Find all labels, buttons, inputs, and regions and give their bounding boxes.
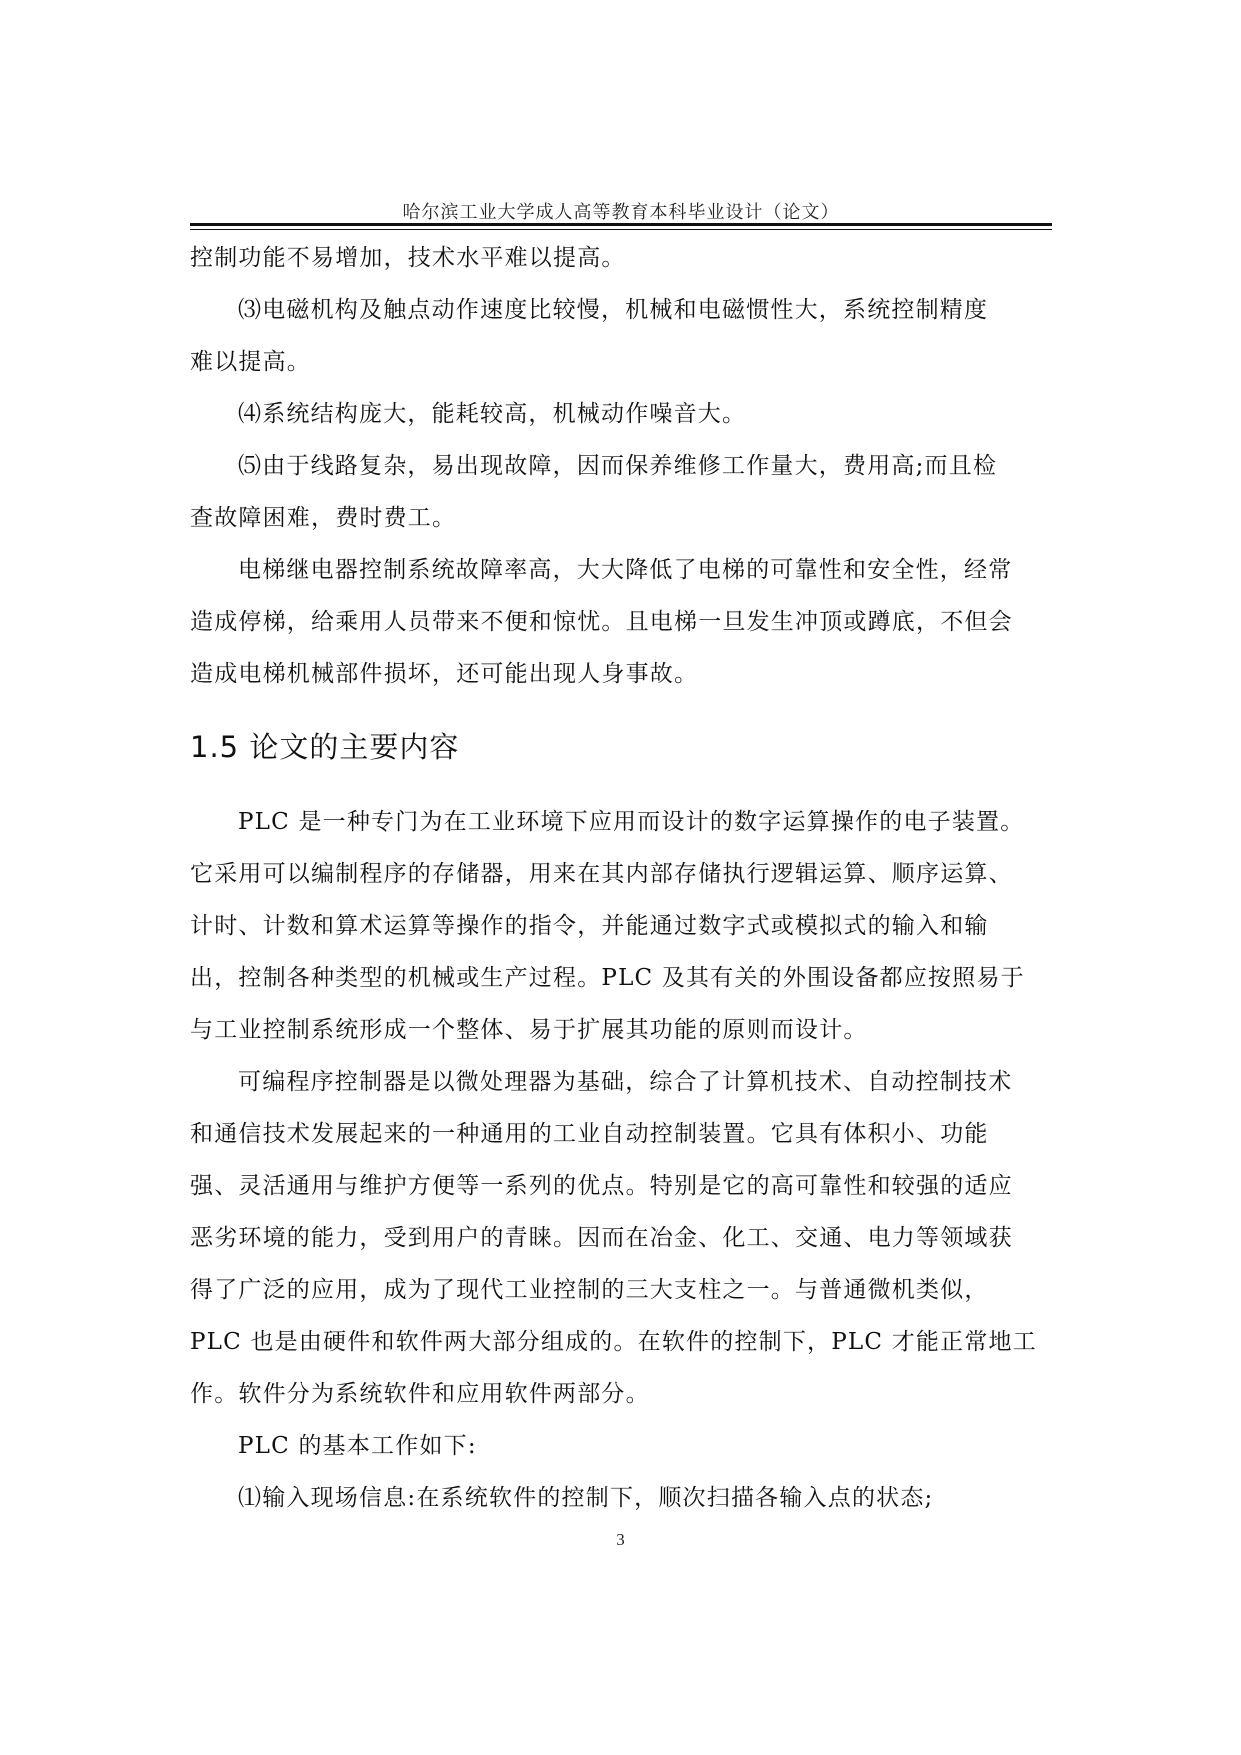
text-line: 电梯继电器控制系统故障率高，大大降低了电梯的可靠性和安全性，经常: [238, 557, 1013, 583]
text-line: 查故障困难，费时费工。: [190, 505, 457, 531]
text-line: ⑷系统结构庞大，能耗较高，机械动作噪音大。: [238, 401, 747, 427]
text-line: 造成电梯机械部件损坏，还可能出现人身事故。: [190, 661, 699, 687]
paragraphs-after-heading: [190, 796, 1055, 1524]
section-heading: 1.5 论文的主要内容: [190, 730, 460, 764]
text-line: 恶劣环境的能力，受到用户的青睐。因而在冶金、化工、交通、电力等领域获: [190, 1225, 1013, 1251]
text-line: 和通信技术发展起来的一种通用的工业自动控制装置。它具有体积小、功能: [190, 1121, 989, 1147]
text-line: ⑴输入现场信息:在系统软件的控制下，顺次扫描各输入点的状态;: [238, 1485, 934, 1511]
text-line: 它采用可以编制程序的存储器，用来在其内部存储执行逻辑运算、顺序运算、: [190, 861, 1013, 887]
text-line: 难以提高。: [190, 349, 311, 375]
text-line: ⑶电磁机构及触点动作速度比较慢，机械和电磁惯性大，系统控制精度: [238, 297, 989, 323]
text-line: 出，控制各种类型的机械或生产过程。PLC 及其有关的外围设备都应按照易于: [190, 965, 1025, 991]
text-line: ⑸由于线路复杂，易出现故障，因而保养维修工作量大，费用高;而且检: [238, 453, 998, 479]
text-line: 造成停梯，给乘用人员带来不便和惊忧。且电梯一旦发生冲顶或蹲底，不但会: [190, 609, 1013, 635]
text-line: 作。软件分为系统软件和应用软件两部分。: [190, 1381, 650, 1407]
text-line: 可编程序控制器是以微处理器为基础，综合了计算机技术、自动控制技术: [238, 1069, 1013, 1095]
paragraphs-before-heading: [190, 232, 1055, 700]
text-line: PLC 也是由硬件和软件两大部分组成的。在软件的控制下，PLC 才能正常地工: [190, 1329, 1037, 1355]
text-line: 与工业控制系统形成一个整体、易于扩展其功能的原则而设计。: [190, 1017, 868, 1043]
text-line: PLC 的基本工作如下:: [238, 1433, 477, 1459]
text-line: 强、灵活通用与维护方便等一系列的优点。特别是它的高可靠性和较强的适应: [190, 1173, 1013, 1199]
page-number: 3: [616, 1530, 625, 1549]
header-rule-thick: [190, 223, 1052, 226]
text-line: 得了广泛的应用，成为了现代工业控制的三大支柱之一。与普通微机类似，: [190, 1277, 989, 1303]
body-text: [190, 232, 1055, 1524]
header-rule-thin: [190, 229, 1052, 230]
text-line: 计时、计数和算术运算等操作的指令，并能通过数字式或模拟式的输入和输: [190, 913, 989, 939]
text-line: 控制功能不易增加，技术水平难以提高。: [190, 245, 626, 271]
text-line: PLC 是一种专门为在工业环境下应用而设计的数字运算操作的电子装置。: [238, 809, 1025, 835]
running-header: 哈尔滨工业大学成人高等教育本科毕业设计（论文）: [402, 202, 840, 223]
